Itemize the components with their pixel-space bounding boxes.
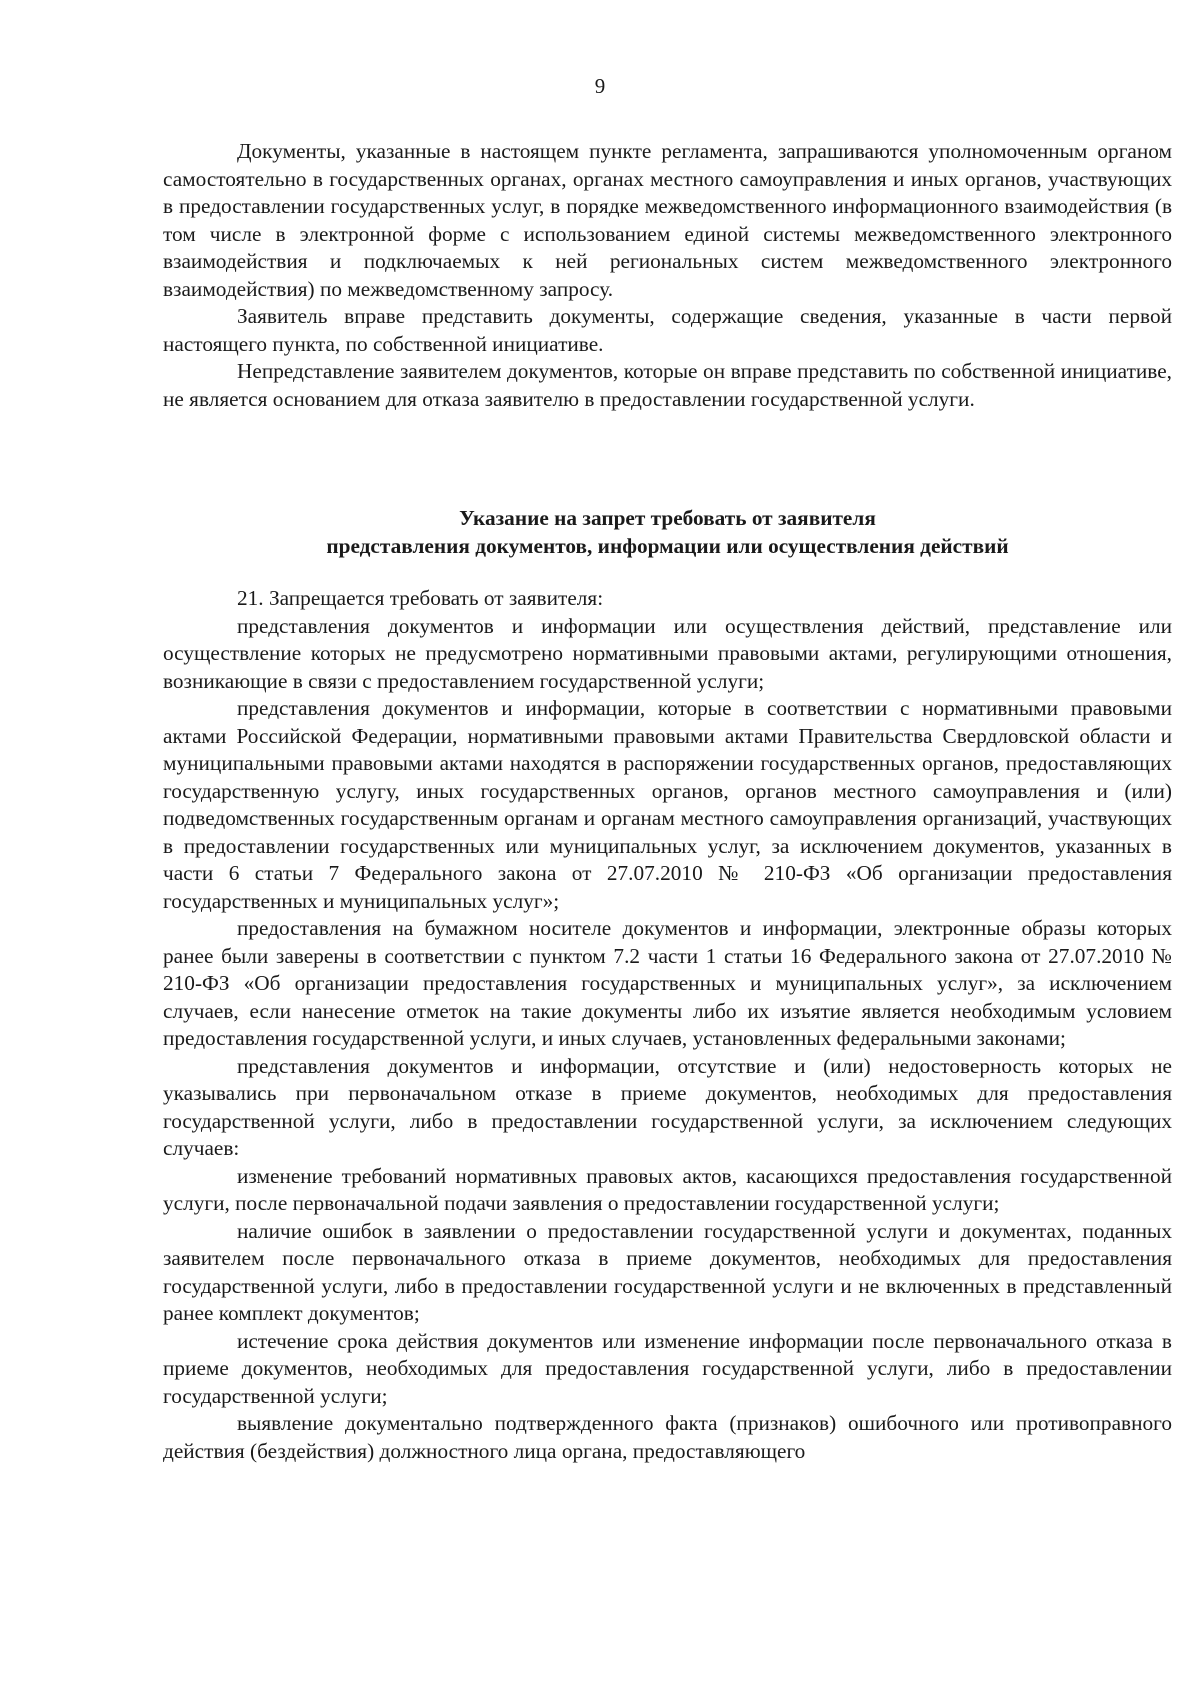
paragraph: Заявитель вправе представить документы, содержащие сведения, указанные в части первой настоящего пункта, по собственной инициативе. [163,304,1172,356]
paragraph: представления документов и информации или осуществления действий, представление или осуществление которых не предусмотрено нормативными правовыми актами, регулирующими отношения, возникающие в связи с предоставлением государственной услуги; [163,613,1172,693]
paragraph: истечение срока действия документов или изменение информации после первоначального отказа в приеме документов, необходимых для предоставления государственной услуги, либо в предоставлении государственной услуги; [163,1328,1172,1408]
top-text-block [163,138,1172,413]
main-text-block [163,585,1172,1465]
paragraph: Документы, указанные в настоящем пункте регламента, запрашиваются уполномоченным органом самостоятельно в государственных органах, органах местного самоуправления и иных органов, участвующих в предоставлении государственных услуг, в порядке межведомственного информационного взаимодействия (в том числе в электронной форме с использованием единой системы межведомственного электронного взаимодействия и подключаемых к ней региональных систем межведомственного электронного взаимодействия) по межведомственному запросу. [163,139,1172,301]
paragraph: выявление документально подтвержденного факта (признаков) ошибочного или противоправного действия (бездействия) должностного лица органа, предоставляющего [163,1411,1172,1463]
paragraph: изменение требований нормативных правовых актов, касающихся предоставления государственной услуги, после первоначальной подачи заявления о предоставлении государственной услуги; [163,1163,1172,1215]
paragraph: представления документов и информации, отсутствие и (или) недостоверность которых не указывались при первоначальном отказе в приеме документов, необходимых для предоставления государственной услуги, либо в предоставлении государственной услуги, за исключением следующих случаев: [163,1053,1172,1160]
paragraph: наличие ошибок в заявлении о предоставлении государственной услуги и документах, поданных заявителем после первоначального отказа в приеме документов, необходимых для предоставления государственной услуги, либо в предоставлении государственной услуги и не включенных в представленный ранее комплект документов; [163,1218,1172,1325]
section-heading-line: Указание на запрет требовать от заявителя [459,506,876,530]
paragraph: представления документов и информации, которые в соответствии с нормативными правовыми актами Российской Федерации, нормативными правовыми актами Правительства Свердловской области и муниципальными правовыми актами находятся в распоряжении государственных органов, предоставляющих государственную услугу, иных государственных органов, органов местного самоуправления и (или) подведомственных государственным органам и органам местного самоуправления организаций, участвующих в предоставлении государственных или муниципальных услуг, за исключением документов, указанных в части 6 статьи 7 Федерального закона от 27.07.2010 № 210-ФЗ «Об организации предоставления государственных и муниципальных услуг»; [163,696,1172,913]
page-number: 9 [594,74,606,98]
section-heading [163,505,1172,560]
paragraph: Непредставление заявителем документов, которые он вправе представить по собственной инициативе, не является основанием для отказа заявителю в предоставлении государственной услуги. [163,359,1172,411]
paragraph: 21. Запрещается требовать от заявителя: [237,586,604,610]
paragraph: предоставления на бумажном носителе документов и информации, электронные образы которых ранее были заверены в соответствии с пунктом 7.2 части 1 статьи 16 Федерального закона от 27.07.2010 № 210-ФЗ «Об организации предоставления государственных и муниципальных услуг», за исключением случаев, если нанесение отметок на такие документы либо их изъятие является необходимым условием предоставления государственной услуги, и иных случаев, установленных федеральными законами; [163,916,1172,1050]
section-heading-line: представления документов, информации или осуществления действий [326,533,1009,558]
